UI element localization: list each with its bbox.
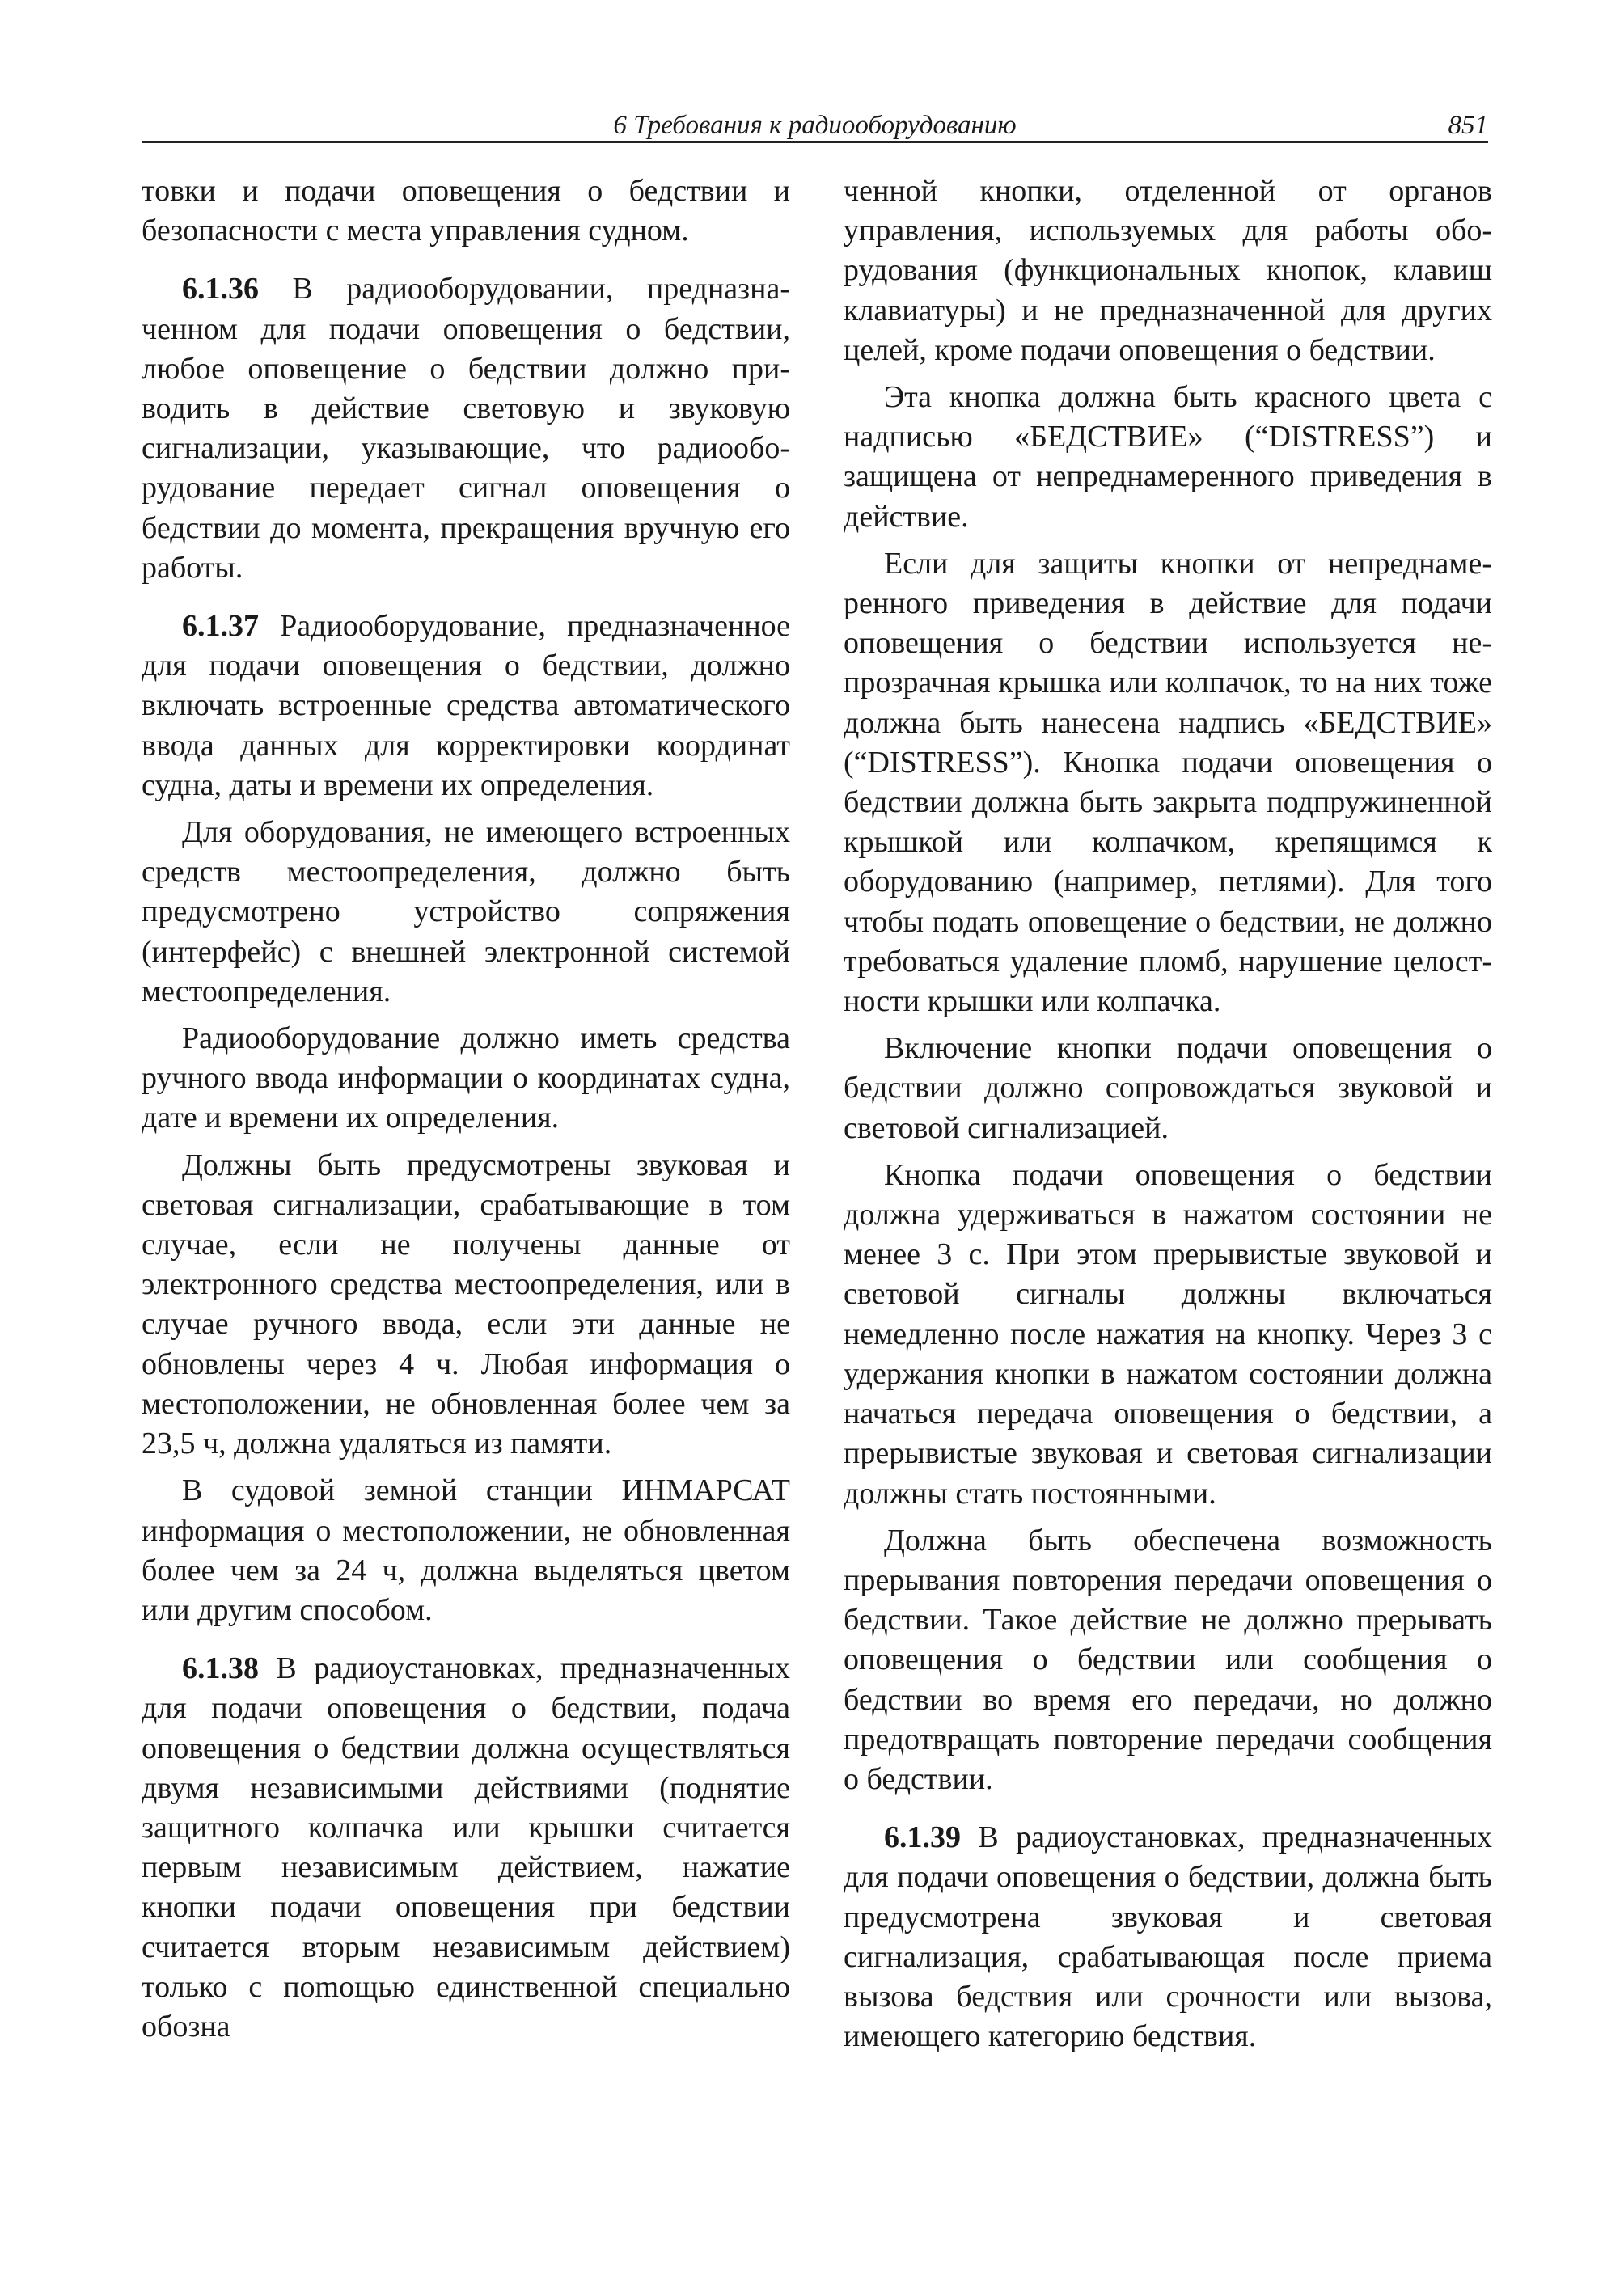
section-text: Радиооборудование, предназначенное для подачи оповещения о бедствии, должно включать встроенные средства автоматического ввода данных для корректировки координат судна, даты и времени их определения. (142, 609, 791, 802)
section-6-1-37 (142, 607, 790, 805)
running-title: 6 Требования к радиооборудованию (613, 111, 1017, 140)
page-number: 851 (1448, 111, 1488, 140)
section-6-1-39 (844, 1818, 1492, 2056)
paragraph: Должны быть предусмотрены звуковая и световая сигнализации, срабатывающие в том случае, если не получены данные от электронного средства местоопределения, или в случае ручного ввода, если эти данные не обновлены через 4 ч. Любая информация о местоположении, не обновленная более чем за 23,5 ч, должна удаляться из памяти. (142, 1148, 790, 1461)
paragraph-continuation: ченной кнопки, отделенной от органов управления, используемых для работы оборудования (функциональных кнопок, клавиш клавиатуры) и не предназначенной для других целей, кроме подачи оповещения о бедствии. (844, 174, 1492, 367)
paragraph: Если для защиты кнопки от непреднамеренного приведения в действие для подачи оповещения о бедствии используется непрозрачная крышка или колпачок, то на них тоже должна быть нанесена надпись «БЕДСТВИЕ» (“DISTRESS”). Кнопка подачи оповещения о бедствии должна быть закрыта подпружиненной крышкой или колпачком, крепящимся к оборудованию (например, петлями). Для того чтобы подать оповещение о бедствии, не должно требоваться удаление пломб, нарушение целостности крышки или колпачка. (844, 546, 1492, 1019)
paragraph-continuation: товки и подачи оповещения о бедствии и безопасности с места управления судном. (142, 174, 790, 248)
section-number: 6.1.37 (182, 609, 259, 644)
page-header (142, 113, 1488, 143)
section-6-1-36 (142, 269, 790, 588)
paragraph: Радиооборудование должно иметь средства ручного ввода информации о координатах судна, дате и времени их определения. (142, 1021, 790, 1135)
section-number: 6.1.39 (884, 1820, 961, 1855)
section-6-1-38 (142, 1649, 790, 2047)
paragraph: Для оборудования, не имеющего встроенных средств местоопределения, должно быть предусмотрено устройство сопряжения (интерфейс) с внешней электронной системой местоопределения. (142, 815, 790, 1008)
right-column (844, 171, 1492, 2064)
paragraph: Должна быть обеспечена возможность прерывания повторения передачи оповещения о бедствии. Такое действие не должно прерывать оповещения о бедствии или сообщения о бедствии во время его передачи, но должно предотвращать повторение передачи сообщения о бедствии. (844, 1523, 1492, 1796)
paragraph: Кнопка подачи оповещения о бедствии должна удерживаться в нажатом состоянии не менее 3 с. При этом прерывистые звуковой и световой сигналы должны включаться немедленно после нажатия на кнопку. Через 3 с удержания кнопки в нажатом состоянии должна начаться передача оповещения о бедствии, а прерывистые звуковая и световая сигнализации должны стать постоянными. (844, 1157, 1492, 1511)
left-column (142, 171, 790, 2054)
section-number: 6.1.38 (182, 1651, 259, 1686)
paragraph: В судовой земной станции ИНМАРСАТ информация о местоположении, не обновленная более чем за 24 ч, должна выделяться цветом или другим способом. (142, 1473, 790, 1627)
section-text: В радиооборудовании, предназначенном для подачи оповещения о бедствии, любое оповещение о бедствии должно приводить в действие световую и звуковую сигнализации, указывающие, что радиооборудование передает сигнал оповещения о бедствии до момента, прекращения вручную его работы. (142, 272, 791, 585)
paragraph: Эта кнопка должна быть красного цвета с надписью «БЕДСТВИЕ» (“DISTRESS”) и защищена от непреднамеренного приведения в действие. (844, 380, 1492, 534)
section-text: В радиоустановках, предназначенных для подачи оповещения о бедствии, должна быть предусмотрена звуковая и световая сигнализация, срабатывающая после приема вызова бедствия или срочности или вызова, имеющего категорию бедствия. (844, 1820, 1492, 2054)
section-text: В радиоустановках, предназначенных для подачи оповещения о бедствии, подача оповещения о бедствии должна осуществляться двумя независимыми действиями (поднятие защитного колпачка или крышки считается первым независимым действием, нажатие кнопки подачи оповещения при бедствии считается вторым независимым действием) только с поmощью единственной специально обозна (142, 1651, 790, 2044)
section-number: 6.1.36 (182, 272, 259, 306)
paragraph: Включение кнопки подачи оповещения о бедствии должно сопровождаться звуковой и световой сигнализацией. (844, 1031, 1492, 1145)
